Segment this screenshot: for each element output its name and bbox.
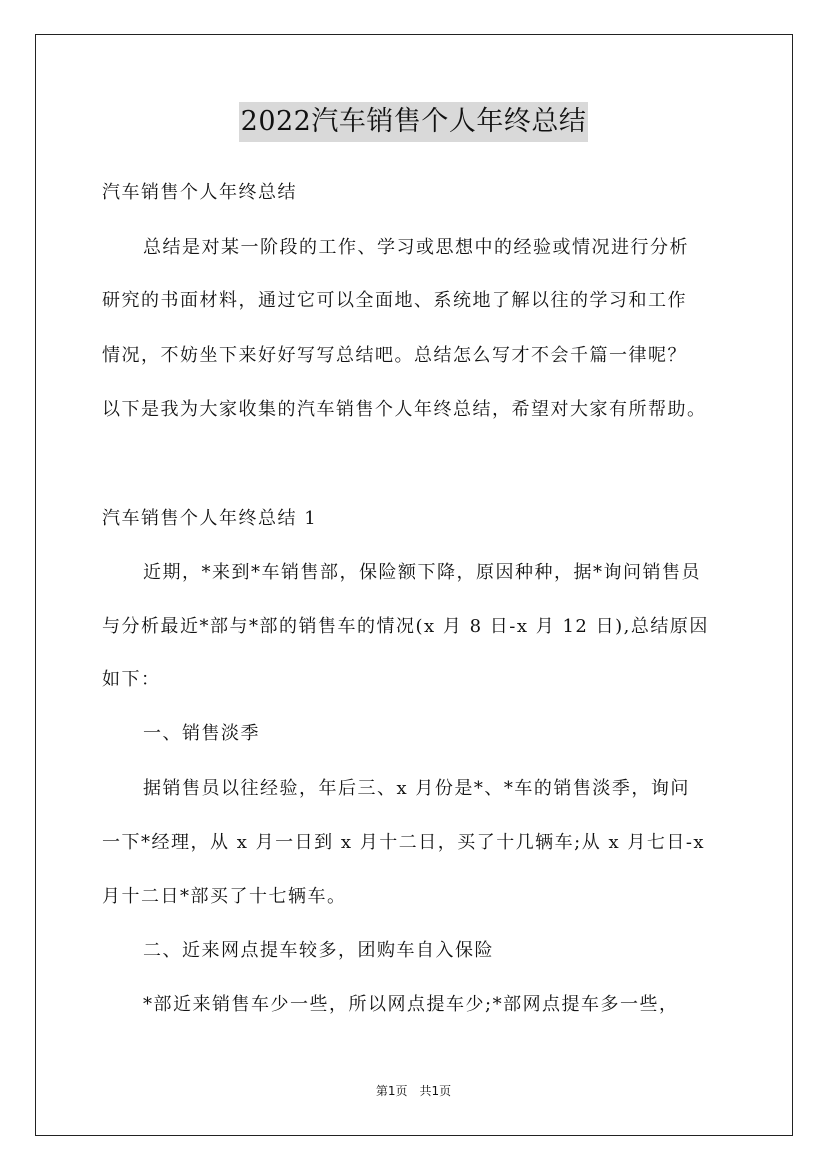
paragraph-line: 月十二日*部买了十七辆车。 bbox=[102, 886, 347, 907]
page-footer: 第1页 共1页 bbox=[375, 1084, 452, 1098]
paragraph-line: 一下*经理，从 x 月一日到 x 月十二日，买了十几辆车;从 x 月七日-x bbox=[102, 832, 706, 853]
paragraph-line: 总结是对某一阶段的工作、学习或思想中的经验或情况进行分析 bbox=[143, 237, 689, 258]
paragraph-line: 研究的书面材料，通过它可以全面地、系统地了解以往的学习和工作 bbox=[102, 290, 687, 311]
paragraph-line: 据销售员以往经验，年后三、x 月份是*、*车的销售淡季，询问 bbox=[143, 778, 690, 799]
title-container bbox=[0, 102, 827, 142]
section-heading: 汽车销售个人年终总结 1 bbox=[102, 508, 318, 529]
paragraph-line: *部近来销售车少一些，所以网点提车少;*部网点提车多一些， bbox=[143, 994, 679, 1015]
paragraph-line: 情况，不妨坐下来好好写写总结吧。总结怎么写才不会千篇一律呢？ bbox=[102, 345, 687, 366]
section-heading: 汽车销售个人年终总结 bbox=[102, 182, 297, 203]
subheading: 二、近来网点提车较多，团购车自入保险 bbox=[143, 940, 494, 961]
paragraph-line: 与分析最近*部与*部的销售车的情况(x 月 8 日-x 月 12 日),总结原因 bbox=[102, 616, 709, 637]
paragraph-line: 以下是我为大家收集的汽车销售个人年终总结，希望对大家有所帮助。 bbox=[102, 399, 707, 420]
subheading: 一、销售淡季 bbox=[143, 723, 260, 744]
paragraph-line: 近期，*来到*车销售部，保险额下降，原因种种，据*询问销售员 bbox=[143, 562, 701, 583]
document-title: 2022汽车销售个人年终总结 bbox=[239, 102, 589, 142]
paragraph-line: 如下： bbox=[102, 669, 161, 690]
